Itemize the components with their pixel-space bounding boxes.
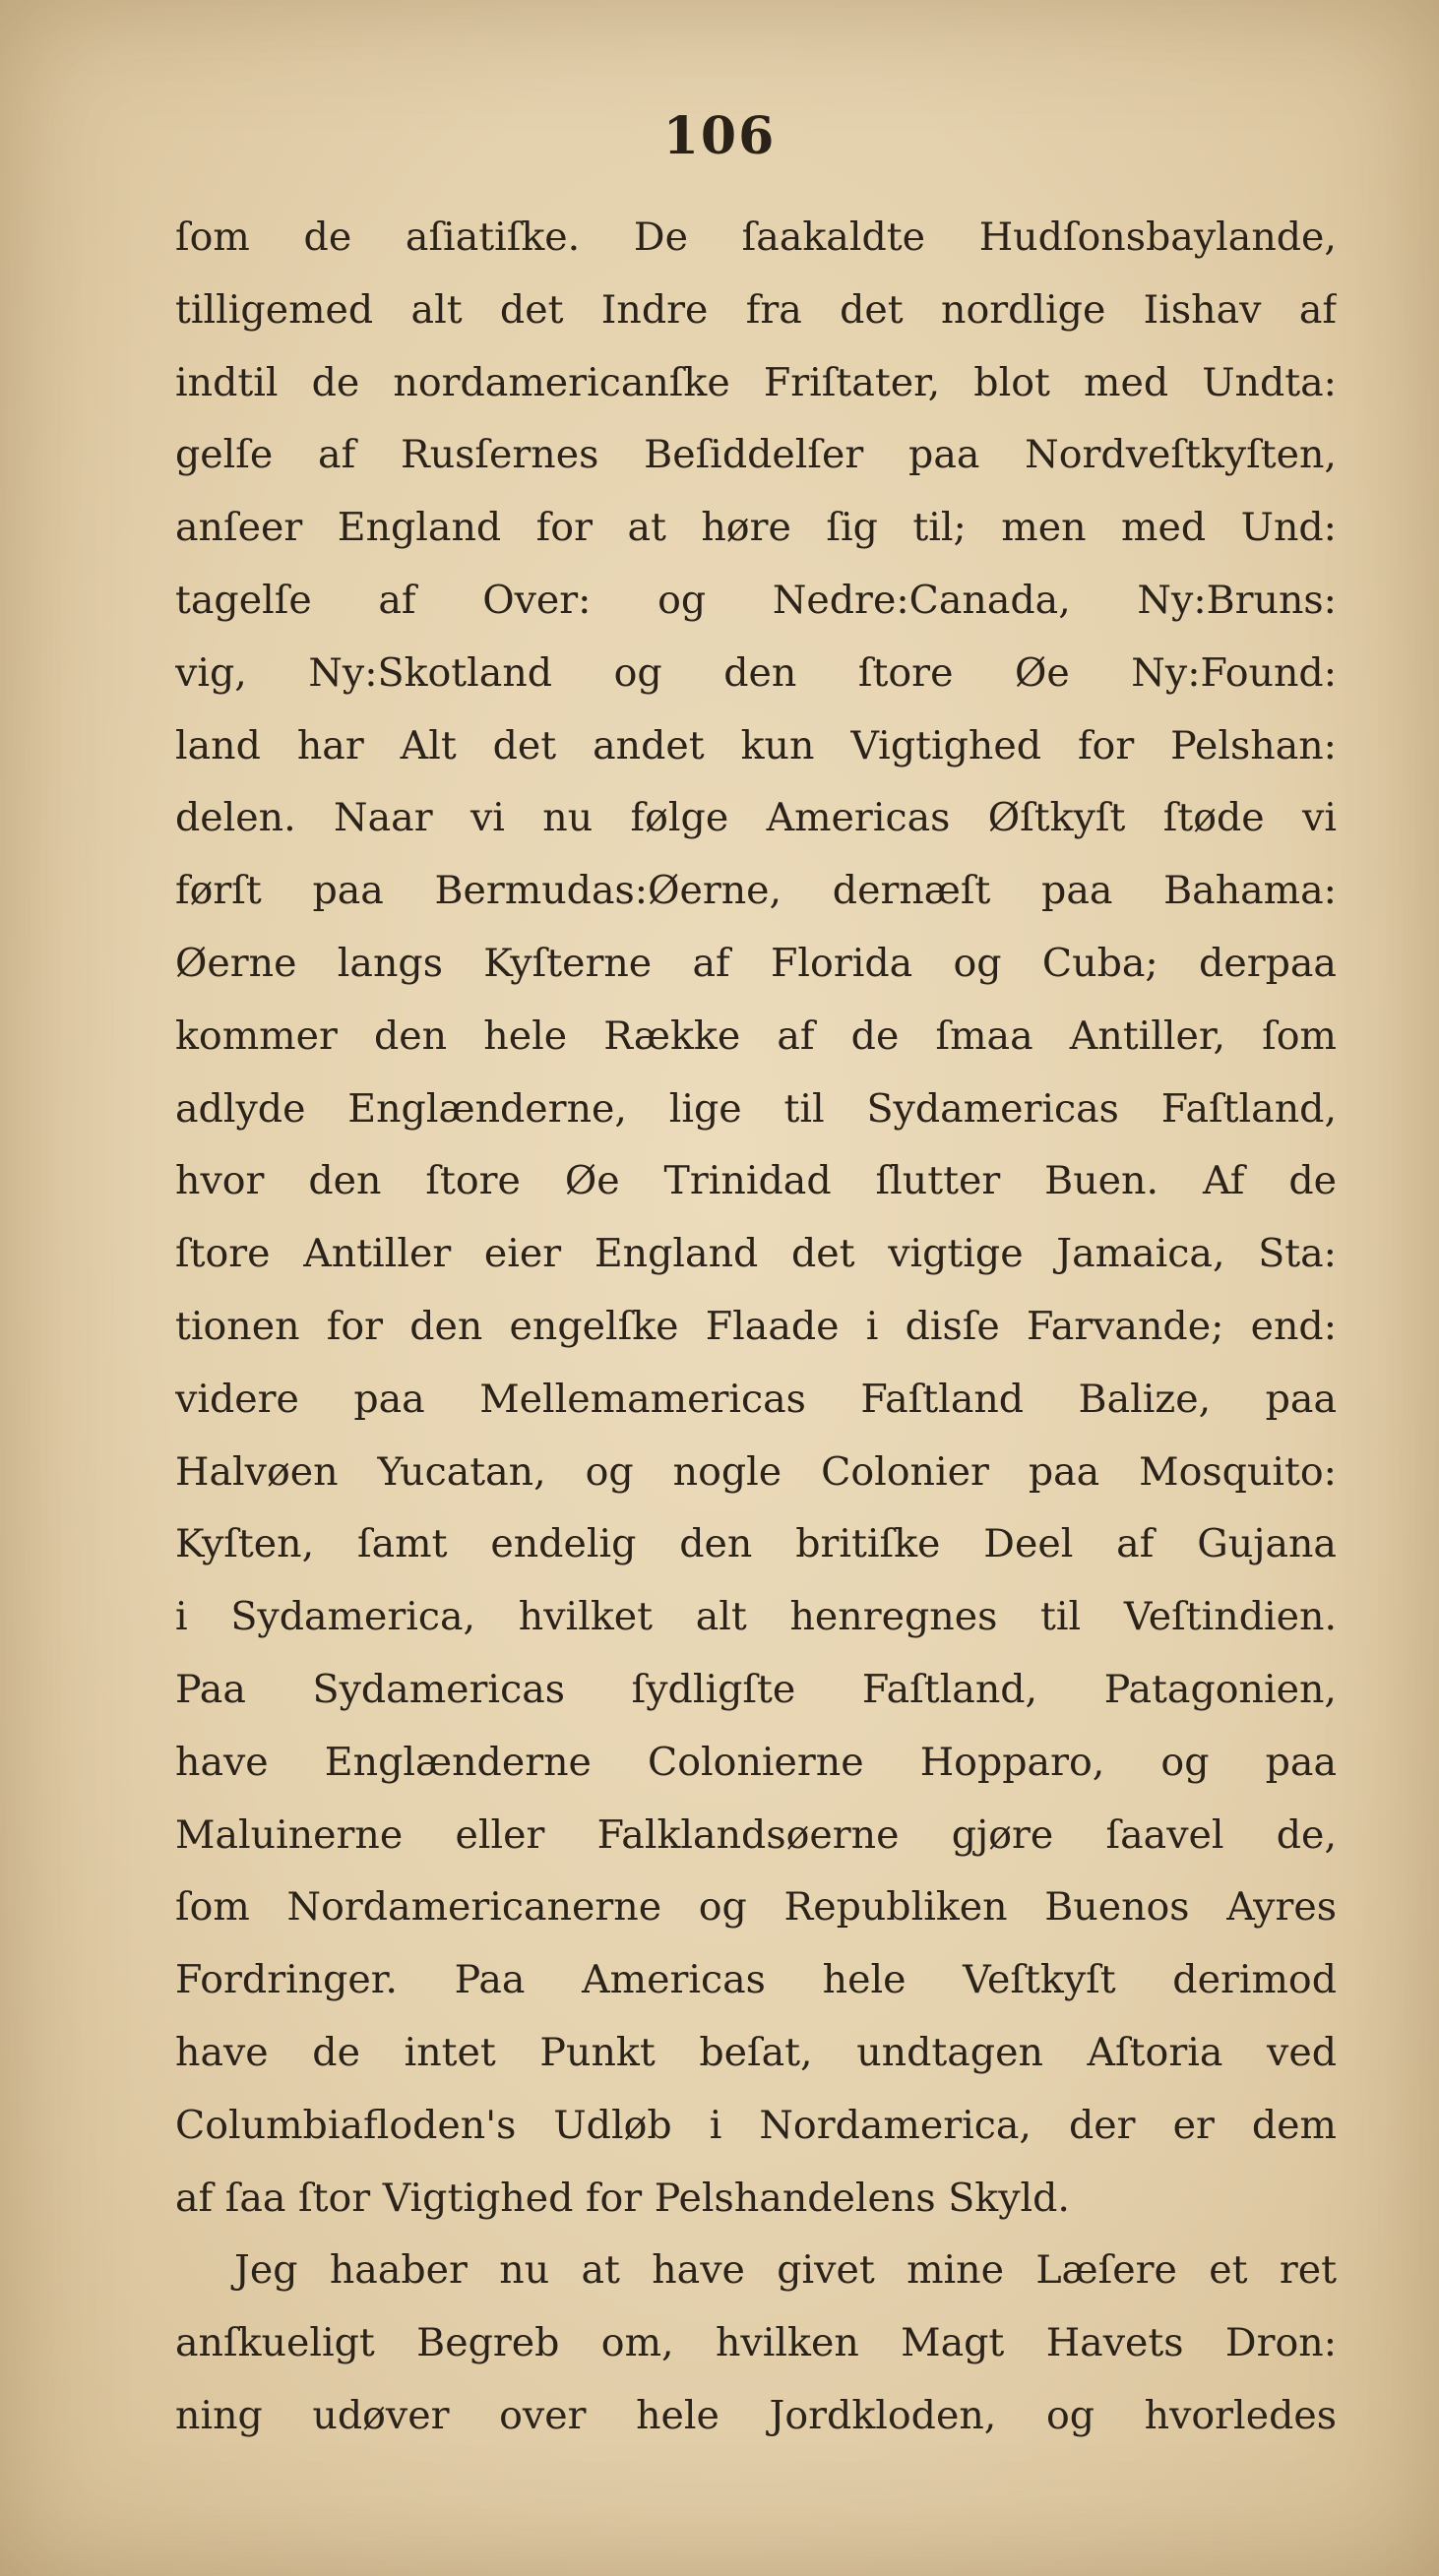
text-line: Columbiafloden's Udløb i Nordamerica, der er dem bbox=[175, 2102, 1337, 2148]
text-line: land har Alt det andet kun Vigtighed for Pelshan: bbox=[175, 722, 1337, 768]
text-line: gelſe af Rusſernes Beſiddelſer paa Nordveſtkyſten, bbox=[175, 432, 1337, 478]
text-line: Kyſten, ſamt endelig den britiſke Deel af Gujana bbox=[175, 1521, 1337, 1567]
text-line: i Sydamerica, hvilket alt henregnes til Veſtindien. bbox=[175, 1594, 1337, 1640]
text-line: videre paa Mellemamericas Faſtland Balize, paa bbox=[175, 1376, 1337, 1422]
text-line: ſom Nordamericanerne og Republiken Buenos Ayres bbox=[175, 1884, 1337, 1931]
text-line: have Englænderne Colonierne Hopparo, og paa bbox=[175, 1739, 1337, 1785]
text-line: tagelſe af Over: og Nedre:Canada, Ny:Bruns: bbox=[175, 577, 1337, 623]
text-line: tionen for den engelſke Flaade i disſe Farvande; end: bbox=[175, 1303, 1337, 1349]
text-line: af ſaa ſtor Vigtighed for Pelshandelens Skyld. bbox=[175, 2175, 1070, 2221]
text-line: Jeg haaber nu at have givet mine Læſere et ret bbox=[234, 2247, 1337, 2294]
text-line: anſeer England for at høre ſig til; men med Und: bbox=[175, 505, 1337, 551]
text-line: vig, Ny:Skotland og den ſtore Øe Ny:Found: bbox=[175, 649, 1337, 696]
text-line: hvor den ſtore Øe Trinidad ſlutter Buen. Af de bbox=[175, 1158, 1337, 1204]
page-number: 106 bbox=[662, 106, 777, 166]
text-line: ſtore Antiller eier England det vigtige Jamaica, Sta: bbox=[175, 1231, 1337, 1277]
text-line: Halvøen Yucatan, og nogle Colonier paa Mosquito: bbox=[175, 1448, 1337, 1495]
text-line: tilligemed alt det Indre fra det nordlige Iishav af bbox=[175, 286, 1337, 333]
text-line: Fordringer. Paa Americas hele Veſtkyſt derimod bbox=[175, 1957, 1337, 2003]
body-text bbox=[175, 202, 1337, 2453]
text-line: delen. Naar vi nu følge Americas Øſtkyſt ſtøde vi bbox=[175, 795, 1337, 841]
text-line: ſom de aſiatiſke. De ſaakaldte Hudſonsbaylande, bbox=[175, 215, 1337, 260]
text-line: have de intet Punkt beſat, undtagen Aſtoria ved bbox=[175, 2029, 1337, 2075]
text-line: anſkueligt Begreb om, hvilken Magt Havets Dron: bbox=[175, 2320, 1337, 2366]
text-line: indtil de nordamericanſke Friſtater, blot med Undta: bbox=[175, 359, 1337, 405]
text-line: kommer den hele Række af de ſmaa Antiller, ſom bbox=[175, 1012, 1337, 1059]
text-line: Maluinerne eller Falklandsøerne gjøre ſaavel de, bbox=[175, 1811, 1337, 1858]
text-line: førſt paa Bermudas:Øerne, dernæſt paa Bahama: bbox=[175, 868, 1337, 914]
text-line: adlyde Englænderne, lige til Sydamericas Faſtland, bbox=[175, 1085, 1337, 1132]
text-line: Paa Sydamericas ſydligſte Faſtland, Patagonien, bbox=[175, 1666, 1337, 1712]
text-line: ning udøver over hele Jordkloden, og hvorledes bbox=[175, 2392, 1337, 2438]
text-line: Øerne langs Kyſterne af Florida og Cuba; derpaa bbox=[175, 940, 1337, 986]
